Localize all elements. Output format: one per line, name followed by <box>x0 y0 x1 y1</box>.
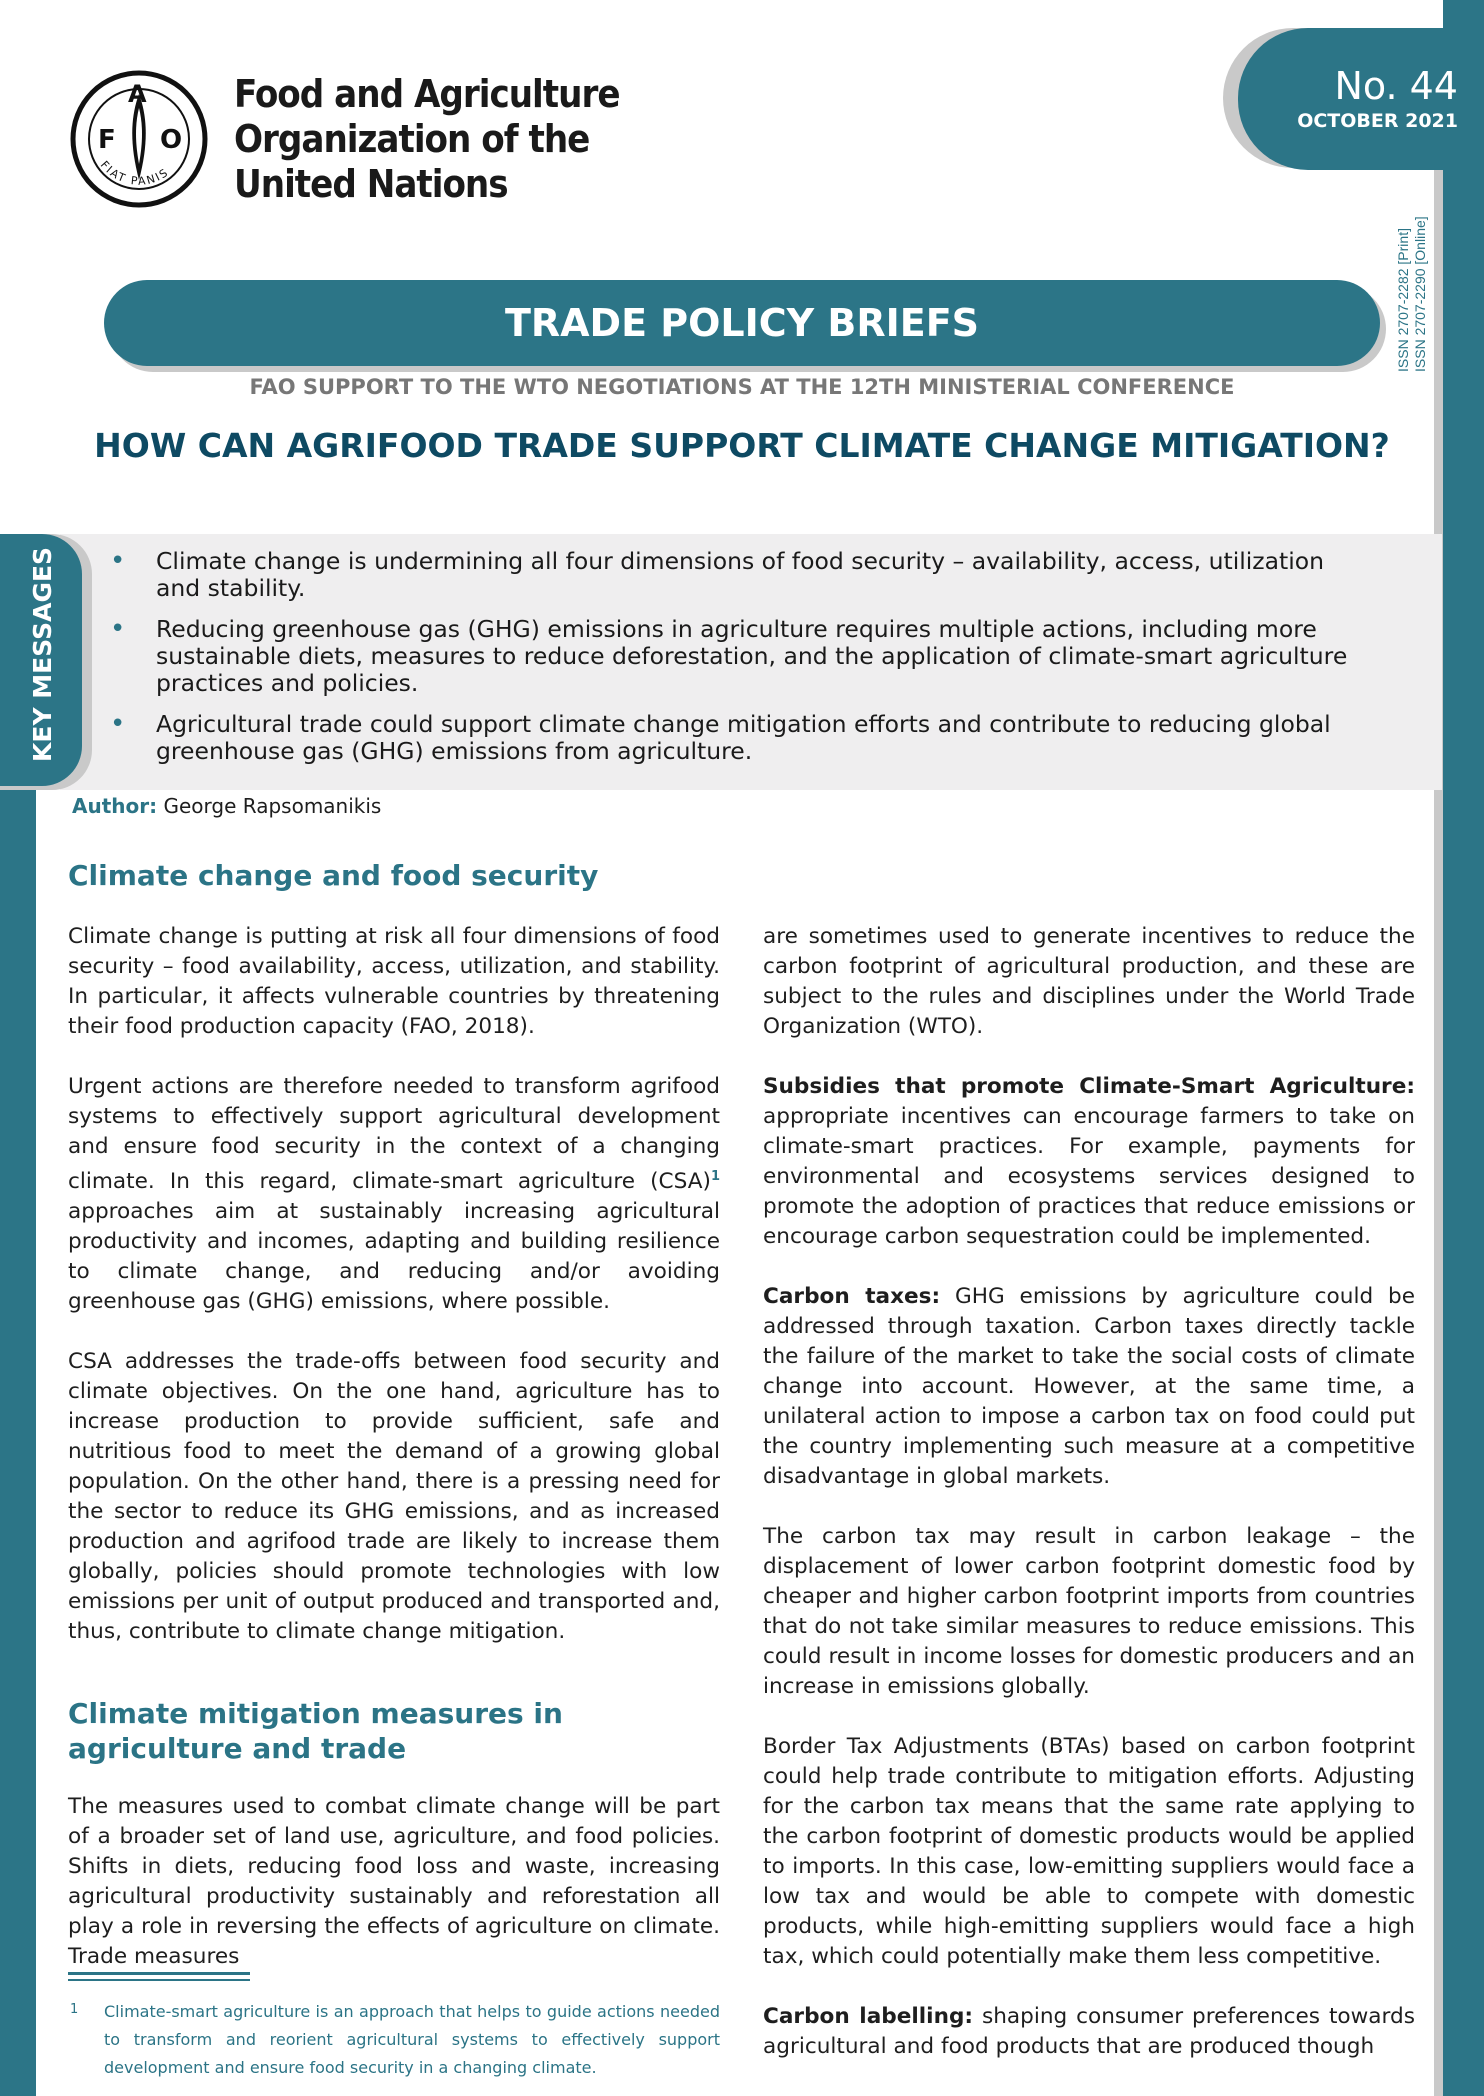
org-name-line-3: United Nations <box>234 162 508 206</box>
paragraph: Climate change is putting at risk all four dimensions of food security – food availability, access, utilization, and stability. In particular, it affects vulnerable countries by threatening their food production capacity (FAO, 2018). <box>68 924 720 1039</box>
paragraph-text: shaping consumer preferences towards agricultural and food products that are produced though <box>763 2004 1415 2059</box>
left-column-continued <box>68 1792 720 2002</box>
paragraph-lead: Subsidies that promote Climate-Smart Agriculture: <box>763 1074 1415 1099</box>
issue-tab <box>1238 28 1484 170</box>
left-edge-bar <box>0 790 36 2096</box>
issn-online: ISSN 2707-2290 [Online] <box>1412 216 1428 372</box>
paragraph-lead: Carbon taxes: <box>763 1284 941 1309</box>
author-label: Author: <box>72 794 158 818</box>
paragraph: CSA addresses the trade-offs between food security and climate objectives. On the one hand, agriculture has to increase production to provide sufficient, safe and nutritious food to meet the demand of a growing global population. On the other hand, there is a pressing need for the sector to reduce its GHG emissions, and as increased production and agrifood trade are likely to increase them globally, policies should promote technologies with low emissions per unit of output produced and transported and, thus, contribute to climate change mitigation. <box>68 1349 720 1645</box>
right-column <box>763 922 1415 2092</box>
bullet-icon: • <box>110 709 126 739</box>
bullet-icon: • <box>110 614 126 644</box>
series-subtitle: FAO SUPPORT TO THE WTO NEGOTIATIONS AT THE 12TH MINISTERIAL CONFERENCE <box>249 375 1235 399</box>
key-message-item <box>110 548 1360 602</box>
bullet-icon: • <box>110 546 126 576</box>
paragraph-lead: Carbon labelling: <box>763 2004 974 2029</box>
paragraph <box>763 1282 1415 1492</box>
footnote-rule <box>68 1979 250 1981</box>
author-line <box>72 794 381 818</box>
key-message-item <box>110 616 1360 697</box>
paragraph-text: GHG emissions by agriculture could be addressed through taxation. Carbon taxes directly tackle the failure of the market to take the social costs of climate change into account. However, at the same time, a unilateral action to impose a carbon tax on food could put the country implementing such measure at a competitive disadvantage in global markets. <box>763 1284 1415 1489</box>
logo-letter-f: F <box>98 125 116 155</box>
key-messages-list <box>110 548 1360 779</box>
footnote-text: Climate-smart agriculture is an approach that helps to guide actions needed to transform and reorient agricultural systems to effectively support development and ensure food security in a changing climate. <box>104 2002 720 2077</box>
paragraph: are sometimes used to generate incentives to reduce the carbon footprint of agricultural production, and these are subject to the rules and disciplines under the World Trade Organization (WTO). <box>763 924 1415 1039</box>
logo-letter-o: O <box>160 125 183 155</box>
key-message-text: Reducing greenhouse gas (GHG) emissions in agriculture requires multiple actions, including more sustainable diets, measures to reduce deforestation, and the application of climate-smart agriculture practices and policies. <box>156 615 1348 697</box>
main-title: HOW CAN AGRIFOOD TRADE SUPPORT CLIMATE CHANGE MITIGATION? <box>94 426 1390 465</box>
left-column <box>68 922 720 1677</box>
logo-letter-a: A <box>128 80 147 108</box>
paragraph-text: approaches aim at sustainably increasing agricultural productivity and incomes, adapting and building resilience to climate change, and reducing and/or avoiding greenhouse gas (GHG) emissions, where possible. <box>68 1199 720 1315</box>
key-message-text: Climate change is undermining all four dimensions of food security – availability, access, utilization and stability. <box>156 547 1325 602</box>
author-name: George Rapsomanikis <box>163 794 382 818</box>
fao-logo-icon <box>68 68 210 210</box>
section-heading-mitigation-measures: Climate mitigation measures in agriculture and trade <box>68 1697 563 1765</box>
organization-name <box>234 72 620 207</box>
key-messages-label: KEY MESSAGES <box>28 546 57 762</box>
paragraph: The carbon tax may result in carbon leakage – the displacement of lower carbon footprint domestic food by cheaper and higher carbon footprint imports from countries that do not take similar measures to reduce emissions. This could result in income losses for domestic producers and an increase in emissions globally. <box>763 1524 1415 1699</box>
logo-motto: FIAT PANIS <box>97 158 172 188</box>
key-message-text: Agricultural trade could support climate change mitigation efforts and contribute to reducing global greenhouse gas (GHG) emissions from agriculture. <box>156 710 1331 765</box>
issn-print: ISSN 2707-2282 [Print] <box>1395 228 1411 372</box>
key-message-item <box>110 711 1360 765</box>
series-banner: TRADE POLICY BRIEFS <box>104 280 1380 366</box>
paragraph <box>68 1072 720 1317</box>
issue-date: OCTOBER 2021 <box>1297 110 1458 132</box>
paragraph: Border Tax Adjustments (BTAs) based on carbon footprint could help trade contribute to mitigation efforts. Adjusting for the carbon tax means that the same rate applying to the carbon footprint of domestic products would be applied to imports. In this case, low-emitting suppliers would face a low tax and would be able to compete with domestic products, while high-emitting suppliers would face a high tax, which could potentially make them less competitive. <box>763 1734 1415 1969</box>
issn-block <box>1395 216 1429 372</box>
org-name-line-1: Food and Agriculture <box>234 72 620 116</box>
paragraph-text: Urgent actions are therefore needed to transform agrifood systems to effectively support agricultural development and ensure food security in the context of a changing climate. In this regard, climate-smart agriculture (CSA) <box>68 1074 720 1195</box>
paragraph: The measures used to combat climate change will be part of a broader set of land use, agriculture, and food policies. Shifts in diets, reducing food loss and waste, increasing agricultural productivity sustainably and reforestation all play a role in reversing the effects of agriculture on climate. Trade measures <box>68 1794 720 1969</box>
paragraph <box>763 2002 1415 2062</box>
right-edge-bar <box>1443 0 1484 2096</box>
paragraph <box>763 1072 1415 1252</box>
org-name-line-2: Organization of the <box>234 117 590 161</box>
issue-number: No. 44 <box>1334 64 1458 108</box>
paragraph-text: appropriate incentives can encourage farmers to take on climate-smart practices. For example, payments for environmental and ecosystems services designed to promote the adoption of practices that reduce emissions or encourage carbon sequestration could be implemented. <box>763 1104 1415 1249</box>
footnote-rule <box>68 1972 250 1975</box>
footnote-marker[interactable]: 1 <box>710 1169 720 1184</box>
section-heading-climate-food-security: Climate change and food security <box>68 859 599 892</box>
footnote-number: 1 <box>70 2002 79 2017</box>
